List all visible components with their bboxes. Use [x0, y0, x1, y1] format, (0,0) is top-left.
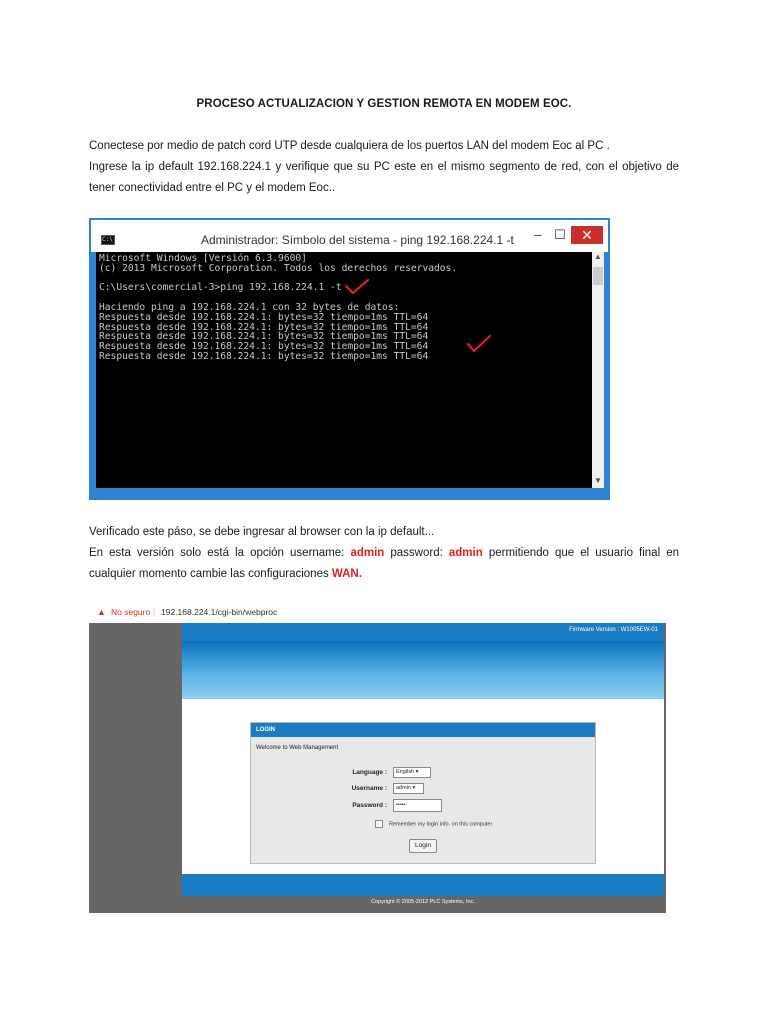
router-copyright-strip [182, 896, 664, 913]
document-title: PROCESO ACTUALIZACION Y GESTION REMOTA EN MODEM EOC. [196, 98, 572, 110]
warning-icon: ▲ [97, 607, 106, 617]
login-welcome: Welcome to Web Management [256, 745, 339, 751]
password-field: ••••• [393, 799, 442, 812]
verify-line: Verificado este páso, se debe ingresar al browser con la ip default... [89, 526, 435, 538]
router-banner [182, 641, 664, 699]
chevron-down-icon: ▾ [412, 785, 416, 791]
address-bar [89, 602, 666, 622]
security-label: No seguro [111, 607, 151, 617]
intro-line-2: Ingrese la ip default 192.168.224.1 y verifique que su PC este en el mismo segmento de red, con el objetivo de tener conectividad entre el PC y el modem Eoc.. [89, 161, 679, 194]
intro-paragraph [89, 136, 679, 199]
cmd-console [96, 252, 592, 488]
browser-screenshot [89, 602, 666, 913]
scroll-down-icon: ▼ [594, 476, 602, 485]
checkmark-icon [344, 278, 370, 296]
remember-label: Remember my login info. on this computer [389, 821, 493, 828]
login-panel [250, 722, 596, 864]
language-value: English [396, 769, 415, 775]
credentials-text-c: permitiendo que el usuario final en cualquier momento cambie las configuraciones [89, 547, 679, 580]
scroll-up-icon: ▲ [594, 252, 602, 261]
remember-login [375, 820, 492, 828]
cmd-window-title: Administrador: Símbolo del sistema - ping 192.168.224.1 -t [201, 233, 514, 247]
cmd-titlebar [89, 218, 610, 252]
checkmark-icon [466, 334, 492, 354]
minimize-icon: – [534, 227, 542, 242]
copyright-text: Copyright © 2005-2012 PLC Systems, Inc. [371, 899, 475, 905]
login-instructions-paragraph [89, 522, 679, 585]
address-separator: | [153, 607, 156, 617]
login-button: Login [409, 839, 437, 853]
password-label: Password : [352, 802, 387, 809]
username-highlight: admin [350, 547, 385, 559]
router-main-panel [182, 623, 664, 913]
cmd-window-screenshot [89, 218, 610, 500]
router-web-page [89, 623, 666, 913]
wan-highlight: WAN. [331, 568, 362, 580]
firmware-version: Firmware Version : W1005EW-01 [569, 627, 658, 633]
router-footer-bar [182, 874, 664, 896]
credentials-text-b: password: [384, 547, 449, 559]
chevron-down-icon: ▾ [415, 769, 419, 775]
language-label: Language : [352, 769, 387, 776]
password-highlight: admin [448, 547, 483, 559]
cmd-app-icon: C:\ [101, 235, 115, 245]
username-label: Username : [351, 785, 387, 792]
console-line: Respuesta desde 192.168.224.1: bytes=32 tiempo=1ms TTL=64 [99, 350, 429, 362]
console-line: Respuesta desde 192.168.224.1: bytes=32 tiempo=1ms TTL=64 [99, 311, 429, 323]
login-header: LOGIN [251, 723, 595, 737]
console-line: Haciendo ping a 192.168.224.1 con 32 bytes de datos: [99, 301, 400, 313]
console-line: (c) 2013 Microsoft Corporation. Todos los derechos reservados. [99, 262, 458, 274]
credentials-line [89, 543, 679, 585]
intro-line-1: Conectese por medio de patch cord UTP desde cualquiera de los puertos LAN del modem Eoc al PC . [89, 140, 610, 152]
username-value: admin [396, 785, 411, 791]
router-top-bar [182, 623, 664, 641]
console-line: C:\Users\comercial-3>ping 192.168.224.1 -t [99, 282, 342, 294]
console-line: Respuesta desde 192.168.224.1: bytes=32 tiempo=1ms TTL=64 [99, 331, 429, 343]
username-select [393, 783, 424, 794]
maximize-icon: ☐ [554, 227, 566, 242]
console-line: Respuesta desde 192.168.224.1: bytes=32 tiempo=1ms TTL=64 [99, 341, 429, 353]
console-line: Respuesta desde 192.168.224.1: bytes=32 tiempo=1ms TTL=64 [99, 321, 429, 333]
cmd-scrollbar [592, 252, 604, 488]
language-select [393, 767, 431, 778]
credentials-text-a: En esta versión solo está la opción username: [89, 547, 351, 559]
console-line: Microsoft Windows [Versión 6.3.9600] [99, 253, 307, 264]
remember-checkbox [375, 820, 383, 828]
scroll-thumb [593, 267, 603, 285]
address-url: 192.168.224.1/cgi-bin/webproc [161, 607, 278, 617]
close-icon: ✕ [571, 226, 603, 244]
